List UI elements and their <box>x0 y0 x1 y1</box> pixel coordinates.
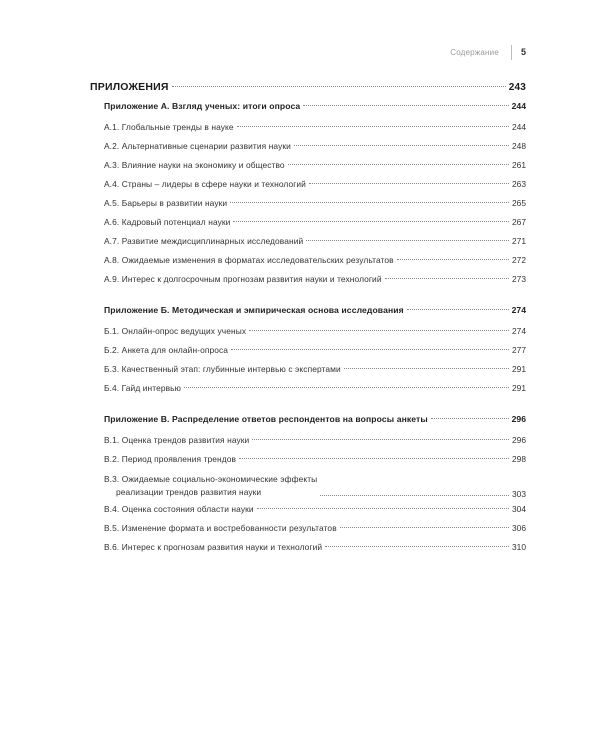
toc-item-page: 271 <box>512 236 526 246</box>
toc-item[interactable] <box>90 383 526 402</box>
toc-item-page: 306 <box>512 523 526 533</box>
toc-item[interactable] <box>90 236 526 255</box>
toc-entry-title: ПРИЛОЖЕНИЯ <box>90 81 169 93</box>
toc-item-page: 272 <box>512 255 526 265</box>
toc-item-page: 263 <box>512 179 526 189</box>
toc-item[interactable] <box>90 198 526 217</box>
toc-item-title: А.9. Интерес к долгосрочным прогнозам развития науки и технологий <box>104 274 382 284</box>
toc-item-title: В.6. Интерес к прогнозам развития науки и технологий <box>104 542 323 552</box>
toc-item-title: А.1. Глобальные тренды в науке <box>104 122 234 132</box>
dot-leader <box>340 527 509 528</box>
toc-item[interactable] <box>90 542 526 561</box>
toc-item-page: 296 <box>512 435 526 445</box>
page-number: 5 <box>520 47 526 57</box>
dot-leader <box>309 183 509 184</box>
toc-section-a[interactable] <box>90 101 526 120</box>
toc-item-title: В.1. Оценка трендов развития науки <box>104 435 250 445</box>
toc-item[interactable] <box>90 364 526 383</box>
dot-leader <box>172 86 506 87</box>
toc-section-b[interactable] <box>90 305 526 324</box>
toc-item[interactable] <box>90 160 526 179</box>
dot-leader <box>230 202 509 203</box>
toc-item-title: В.4. Оценка состояния области науки <box>104 504 254 514</box>
toc-item-page: 261 <box>512 160 526 170</box>
toc-item-title: А.6. Кадровый потенциал науки <box>104 217 231 227</box>
toc-item-page: 304 <box>512 504 526 514</box>
dot-leader <box>303 105 508 106</box>
dot-leader <box>320 495 509 496</box>
dot-leader <box>257 508 509 509</box>
toc-item[interactable] <box>90 141 526 160</box>
toc-section-title: Приложение Б. Методическая и эмпирическая основа исследования <box>104 305 404 315</box>
running-header-section: Содержание <box>450 47 499 57</box>
dot-leader <box>184 387 509 388</box>
toc-item[interactable] <box>90 217 526 236</box>
toc-item-title: Б.2. Анкета для онлайн-опроса <box>104 345 229 355</box>
toc-section-page: 274 <box>511 305 526 315</box>
dot-leader <box>288 164 509 165</box>
dot-leader <box>237 126 509 127</box>
toc-item-title: А.4. Страны – лидеры в сфере науки и технологий <box>104 179 306 189</box>
toc-item-page: 244 <box>512 122 526 132</box>
dot-leader <box>344 368 509 369</box>
dot-leader <box>397 259 509 260</box>
toc-item-title: А.5. Барьеры в развитии науки <box>104 198 228 208</box>
toc-item-title: А.3. Влияние науки на экономику и общество <box>104 160 285 170</box>
toc-item[interactable] <box>90 504 526 523</box>
dot-leader <box>233 221 509 222</box>
toc-item-page: 274 <box>512 326 526 336</box>
dot-leader <box>385 278 509 279</box>
dot-leader <box>325 546 509 547</box>
dot-leader <box>306 240 509 241</box>
toc-item-title: В.2. Период проявления трендов <box>104 454 237 464</box>
toc-item-title: Б.3. Качественный этап: глубинные интервью с экспертами <box>104 364 341 374</box>
dot-leader <box>252 439 509 440</box>
toc-item[interactable] <box>90 435 526 454</box>
toc-section-title: Приложение А. Взгляд ученых: итоги опроса <box>104 101 301 111</box>
dot-leader <box>294 145 509 146</box>
toc-section-page: 296 <box>511 414 526 424</box>
toc-item-page: 267 <box>512 217 526 227</box>
toc-item-page: 298 <box>512 454 526 464</box>
toc-item-page: 277 <box>512 345 526 355</box>
table-of-contents <box>90 81 526 561</box>
toc-item[interactable] <box>90 473 526 504</box>
toc-item-title-line2: реализации трендов развития науки <box>116 487 262 497</box>
page-header <box>450 44 526 60</box>
toc-item-page: 291 <box>512 383 526 393</box>
toc-item-title-line1: В.3. Ожидаемые социально-экономические эффекты <box>104 474 318 484</box>
toc-item-page: 291 <box>512 364 526 374</box>
toc-entry-appendices[interactable] <box>90 81 526 101</box>
dot-leader <box>231 349 509 350</box>
toc-item[interactable] <box>90 255 526 274</box>
toc-item-page: 248 <box>512 141 526 151</box>
dot-leader <box>239 458 509 459</box>
toc-item-title: Б.1. Онлайн-опрос ведущих ученых <box>104 326 247 336</box>
toc-item-title: Б.4. Гайд интервью <box>104 383 182 393</box>
toc-item-page: 273 <box>512 274 526 284</box>
header-divider <box>511 45 512 60</box>
toc-item[interactable] <box>90 345 526 364</box>
toc-section-page: 244 <box>511 101 526 111</box>
toc-item-title: А.7. Развитие междисциплинарных исследований <box>104 236 304 246</box>
toc-entry-page: 243 <box>508 82 526 93</box>
toc-item[interactable] <box>90 454 526 473</box>
dot-leader <box>249 330 509 331</box>
dot-leader <box>407 309 509 310</box>
toc-section-title: Приложение В. Распределение ответов респондентов на вопросы анкеты <box>104 414 428 424</box>
toc-item[interactable] <box>90 122 526 141</box>
toc-item[interactable] <box>90 523 526 542</box>
toc-item-page: 303 <box>512 489 526 499</box>
toc-item-title: В.5. Изменение формата и востребованности результатов <box>104 523 337 533</box>
toc-item-page: 265 <box>512 198 526 208</box>
toc-item-title: А.8. Ожидаемые изменения в форматах исследовательских результатов <box>104 255 394 265</box>
toc-item-page: 310 <box>512 542 526 552</box>
toc-item[interactable] <box>90 326 526 345</box>
toc-item-title: А.2. Альтернативные сценарии развития науки <box>104 141 291 151</box>
dot-leader <box>431 418 509 419</box>
toc-item[interactable] <box>90 274 526 293</box>
toc-item-title-multiline <box>104 473 317 499</box>
toc-section-c[interactable] <box>90 414 526 433</box>
toc-item[interactable] <box>90 179 526 198</box>
